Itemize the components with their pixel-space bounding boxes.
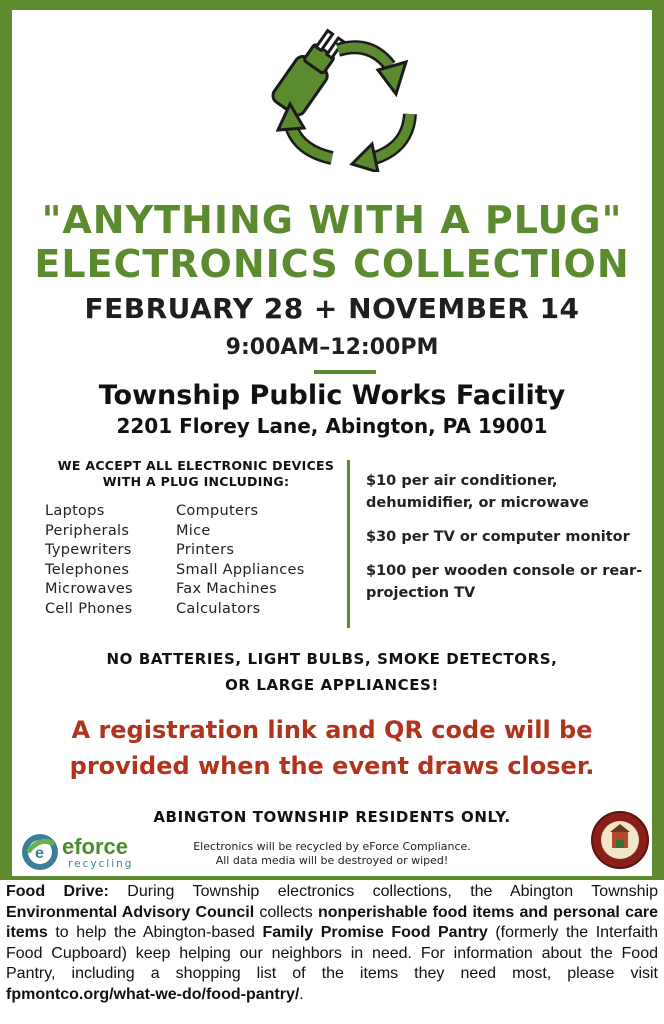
eforce-sub: recycling xyxy=(68,858,134,870)
registration-line-2: provided when the event draws closer. xyxy=(69,752,595,780)
title-line-1: "ANYTHING WITH A PLUG" xyxy=(41,198,623,242)
list-item: Small Appliances xyxy=(176,561,305,578)
list-item: Telephones xyxy=(45,561,130,578)
warning-line-2: OR LARGE APPLIANCES! xyxy=(225,676,439,694)
list-item: Printers xyxy=(176,542,235,558)
facility-name: Township Public Works Facility xyxy=(98,380,566,411)
event-time: 9:00AM–12:00PM xyxy=(225,335,439,360)
text-run: to help the Abington-based xyxy=(47,924,263,941)
list-item: Laptops xyxy=(45,503,105,519)
eforce-brand: eforce xyxy=(62,834,129,859)
list-item: Calculators xyxy=(176,600,261,617)
registration-line-1: A registration link and QR code will be xyxy=(71,716,593,744)
pantry-link[interactable]: fpmontco.org/what-we-do/food-pantry/ xyxy=(6,985,300,1003)
warning-line-1: NO BATTERIES, LIGHT BULBS, SMOKE DETECTORS, xyxy=(106,650,558,668)
fees-list xyxy=(366,470,646,616)
facility-address: 2201 Florey Lane, Abington, PA 19001 xyxy=(116,414,548,438)
fee-item: $100 per wooden console or rear-projection TV xyxy=(366,563,643,601)
eac-name: Environmental Advisory Council xyxy=(6,903,255,921)
svg-text:e: e xyxy=(35,845,44,862)
list-item: Typewriters xyxy=(45,542,132,558)
flyer-panel xyxy=(12,10,652,876)
text-run: During Township electronics collections, the Abington Township xyxy=(108,883,658,900)
list-item: Microwaves xyxy=(45,581,133,597)
text-run: collects xyxy=(254,903,318,921)
items-column-1 xyxy=(45,502,133,619)
pantry-name: Family Promise Food Pantry xyxy=(262,924,488,941)
list-item: Fax Machines xyxy=(176,581,277,597)
list-item: Computers xyxy=(176,503,259,519)
collected-items: nonperishable food items and personal care items xyxy=(6,903,659,941)
residents-only: ABINGTON TOWNSHIP RESIDENTS ONLY. xyxy=(153,808,511,826)
food-drive-label: Food Drive: xyxy=(6,883,109,900)
title-line-2: ELECTRONICS COLLECTION xyxy=(34,242,630,286)
fee-item: $10 per air conditioner, dehumidifier, or microwave xyxy=(366,473,589,511)
food-drive-text xyxy=(6,882,658,1005)
event-dates: FEBRUARY 28 + NOVEMBER 14 xyxy=(84,292,580,325)
food-drive-section xyxy=(0,880,664,1024)
list-item: Mice xyxy=(176,522,211,539)
list-item: Peripherals xyxy=(45,522,130,539)
township-seal-icon xyxy=(590,810,650,870)
divider xyxy=(314,370,376,374)
text-run: (formerly the Interfaith Food Cupboard) keep helping our neighbors in need. For information about the Food Pantry, including a shopping list of the items they need most, please visit xyxy=(6,924,658,982)
warning-text xyxy=(12,646,652,698)
fee-item: $30 per TV or computer monitor xyxy=(366,529,630,545)
recycling-note-line-1: Electronics will be recycled by eForce Compliance. xyxy=(193,840,471,853)
text-run: . xyxy=(299,985,304,1003)
plug-recycle-icon xyxy=(260,22,420,172)
vertical-divider xyxy=(347,460,350,628)
accept-heading: WE ACCEPT ALL ELECTRONIC DEVICES WITH A PLUG INCLUDING: xyxy=(57,458,335,489)
registration-notice xyxy=(12,712,652,784)
recycling-note xyxy=(152,840,512,868)
list-item: Cell Phones xyxy=(45,600,133,617)
recycling-note-line-2: All data media will be destroyed or wiped! xyxy=(215,854,449,867)
items-column-2 xyxy=(176,502,305,619)
